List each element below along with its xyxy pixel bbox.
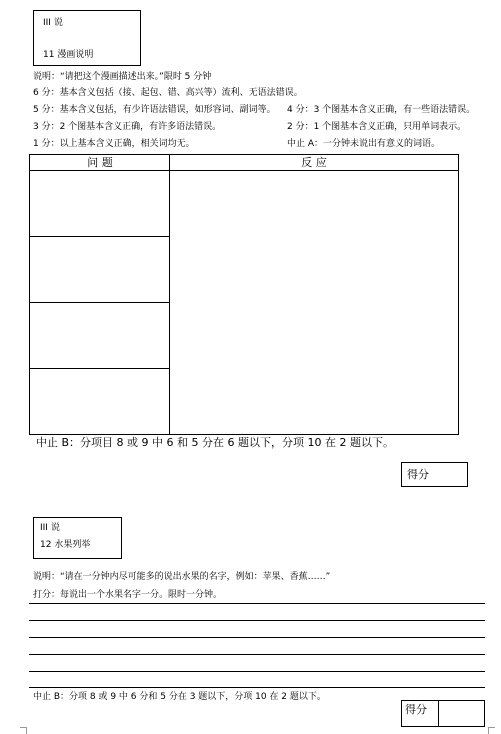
table-header-divider (30, 170, 458, 171)
section-12-score-label: 得分 (405, 703, 427, 716)
answer-line (29, 637, 485, 638)
score-2-rule: 2 分：1 个图基本含义正确，只用单词表示。 (287, 122, 467, 132)
section-11-title: 11 漫画说明 (43, 50, 94, 60)
table-header-response: 反 应 (301, 156, 327, 169)
section-11-score-box (401, 462, 468, 487)
score-3-rule: 3 分：2 个图基本含义正确，有许多语法错误。 (33, 122, 222, 132)
section-11-stop-b: 中止 B：分项目 8 或 9 中 6 和 5 分在 6 题以下，分项 10 在 2 题以下。 (36, 436, 394, 449)
section-11-score-label: 得分 (407, 468, 429, 481)
score-6-rule: 6 分：基本含义包括（接、起包、错、高兴等）流利、无语法错误。 (33, 88, 303, 98)
section-12-title: 12 水果列举 (40, 540, 91, 550)
section-12-stop-b: 中止 B：分项 8 或 9 中 6 分和 5 分在 3 题以下，分项 10 在 2 题以下。 (33, 692, 326, 702)
section-11-roman: III 说 (43, 18, 63, 28)
stop-a-rule: 中止 A：一分钟未说出有意义的词语。 (287, 139, 441, 149)
table-row-divider (30, 302, 170, 303)
score-5-rule: 5 分：基本含义包括，有少许语法错误，如形容词、副词等。 (33, 105, 276, 115)
crop-mark (20, 727, 27, 734)
section-11-instruction: 说明：“请把这个漫画描述出来。”限时 5 分钟 (33, 72, 212, 82)
answer-line (29, 671, 485, 672)
answer-line (29, 687, 485, 688)
table-row-divider (30, 236, 170, 237)
section-11-header-box (33, 10, 141, 66)
table-header-question: 问 题 (87, 156, 113, 169)
question-response-table (29, 154, 459, 435)
section-12-header-box (33, 517, 122, 559)
table-column-divider (169, 155, 170, 434)
score-4-rule: 4 分：3 个图基本含义正确，有一些语法错误。 (287, 105, 476, 115)
answer-line (29, 620, 485, 621)
section-12-score-box (401, 700, 485, 727)
section-12-score-divider (438, 701, 439, 726)
section-12-roman: III 说 (40, 523, 60, 533)
answer-line (29, 603, 485, 604)
answer-line (29, 654, 485, 655)
table-row-divider (30, 368, 170, 369)
section-12-scoring: 打分：每说出一个水果名字一分。限时一分钟。 (33, 590, 223, 600)
crop-mark (488, 727, 495, 734)
score-1-rule: 1 分：以上基本含义正确，相关词均无。 (33, 139, 195, 149)
section-12-instruction: 说明：“请在一分钟内尽可能多的说出水果的名字，例如：苹果、香蕉……” (33, 572, 331, 582)
